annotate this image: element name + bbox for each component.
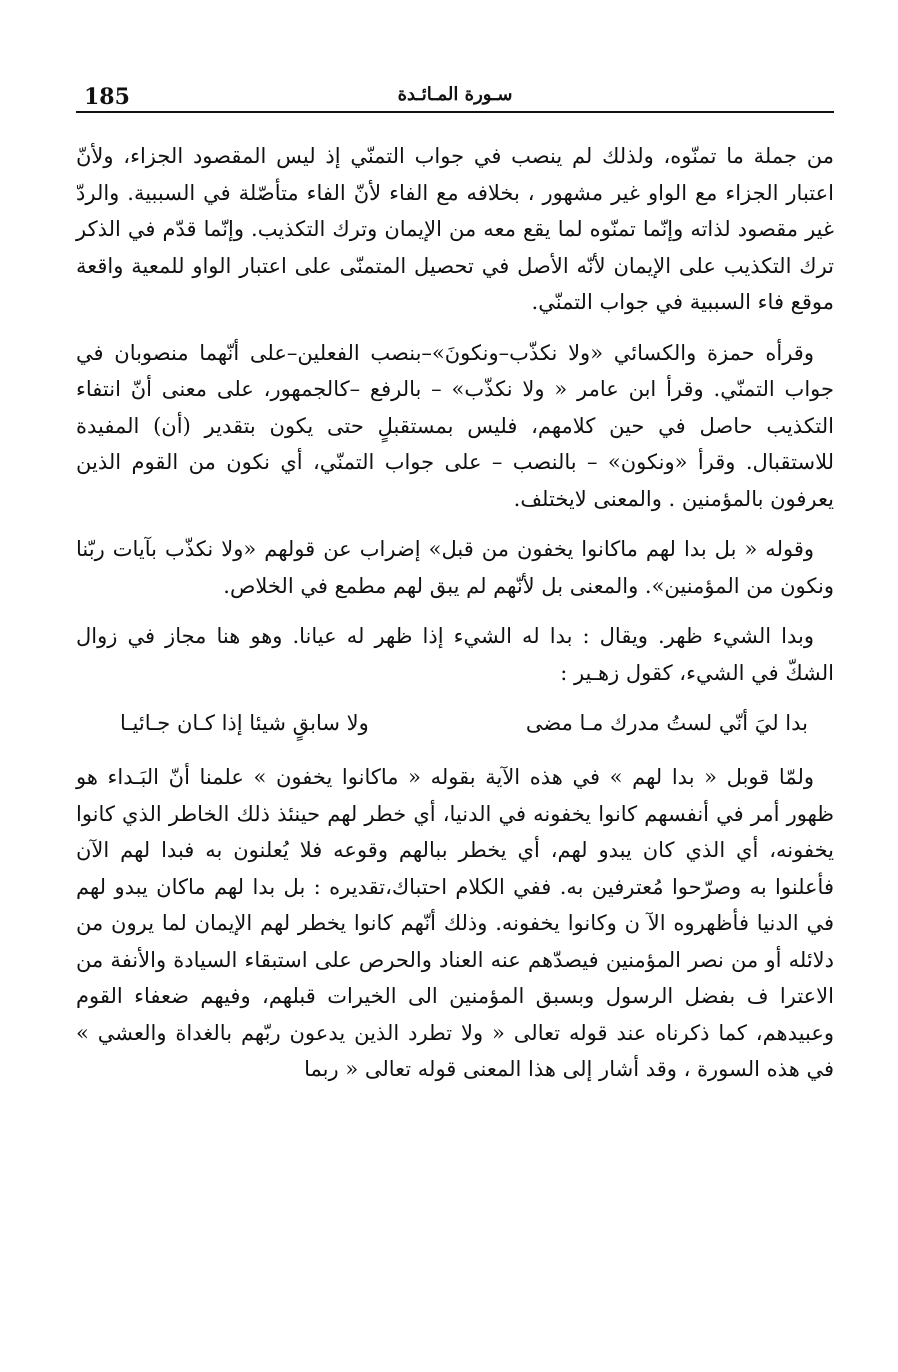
page-number: 185 [84,84,130,110]
page-body [76,138,834,1102]
verse-left-hemistich: ولا سابقٍ شيئا إذا كـان جـائيـا [120,711,369,735]
paragraph: وقرأه حمزة والكسائي «ولا نكذّب–ونكونَ»–بنصب الفعلين–على أنّهما منصوبان في جواب التمنّي. وقرأ ابن عامر « ولا نكذّب» – بالرفع –كالجمهور، على معنى أنّ انتفاء التكذيب حاصل في حين كلامهم، فليس بمستقبلٍ حتى يكون بتقدير (أن) المفيدة للاستقبال. وقرأ «ونكون» – بالنصب – على جواب التمنّي، أي نكون من القوم الذين يعرفون بالمؤمنين . والمعنى لايختلف. [76,340,834,511]
paragraph: من جملة ما تمنّوه، ولذلك لم ينصب في جواب التمنّي إذ ليس المقصود الجزاء، ولأنّ اعتبار الجزاء مع الواو غير مشهور ، بخلافه مع الفاء لأنّ الفاء متأصّلة في السببية. والردّ غير مقصود لذاته وإنّما تمنّوه لما يقع معه من الإيمان وترك التكذيب. وإنّما قدّم في الذكر ترك التكذيب على الإيمان لأنّه الأصل في تحصيل المتمنّى على اعتبار الواو للمعية واقعة موقع فاء السببية في جواب التمنّي. [76,144,834,314]
poetry-verse [120,705,808,741]
running-title: سـورة المـائـدة [397,84,513,105]
paragraph: وقوله « بل بدا لهم ماكانوا يخفون من قبل» إضراب عن قولهم «ولا نكذّب بآيات ربّنا ونكون من المؤمنين». والمعنى بل لأنّهم لم يبق لهم مطمع في الخلاص. [76,537,834,598]
page-header [76,80,834,110]
header-rule [76,111,834,113]
verse-right-hemistich: بدا ليَ أنّي لستُ مدرك مـا مضى [525,711,808,735]
paragraph: ولمّا قوبل « بدا لهم » في هذه الآية بقوله « ماكانوا يخفون » علمنا أنّ البَـداء هو ظهور أمر في أنفسهم كانوا يخفونه في الدنيا، أي خطر لهم حينئذ ذلك الخاطر الذي كانوا يخفونه، أي الذي كان يبدو لهم، أي يخطر ببالهم وقوعه فلا يُعلنون به فبدا لهم الآن فأعلنوا به وصرّحوا مُعترفين به. ففي الكلام احتباك،تقديره : بل بدا لهم ماكان يبدو لهم في الدنيا فأظهروه الآ ن وكانوا يخفونه. وذلك أنّهم كانوا يخطر لهم الإيمان لما يرون من دلائله أو من نصر المؤمنين فيصدّهم عنه العناد والحرص على استبقاء السيادة والأنفة من الاعترا ف بفضل الرسول وبسبق المؤمنين الى الخيرات قبلهم، وفيهم ضعفاء القوم وعبيدهم، كما ذكرناه عند قوله تعالى « ولا تطرد الذين يدعون ربّهم بالغداة والعشي » في هذه السورة ، وقد أشار إلى هذا المعنى قوله تعالى « ربما [76,765,834,1081]
paragraph: وبدا الشيء ظهر. ويقال : بدا له الشيء إذا ظهر له عيانا. وهو هنا مجاز في زوال الشكّ في الشيء، كقول زهـير : [76,624,834,685]
